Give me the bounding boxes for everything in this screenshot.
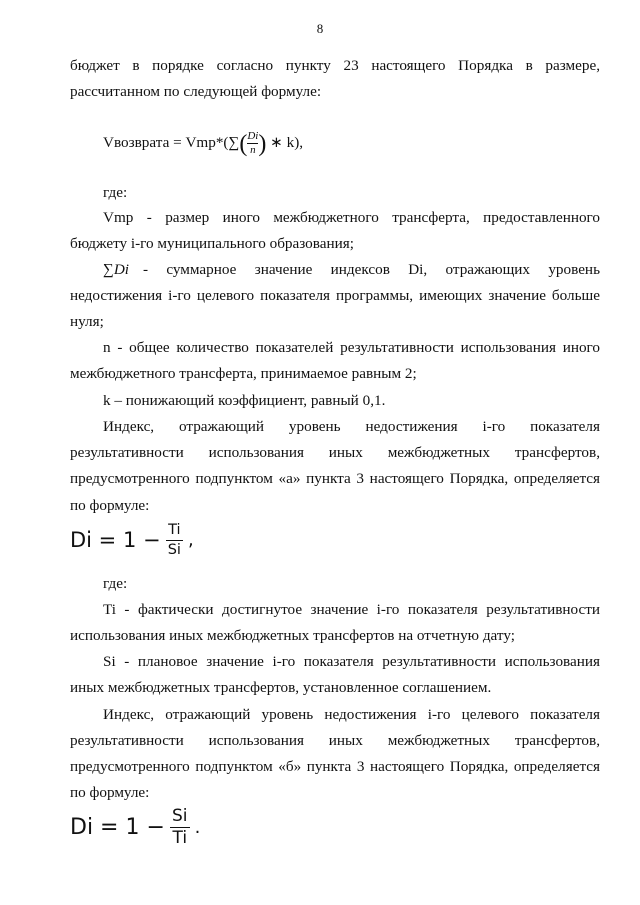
paragraph-line: Индекс, отражающий уровень недостижения i-го целевого показателя <box>103 706 600 723</box>
formula-a-lhs: Di = 1 − <box>70 528 161 552</box>
paragraph-line: результативности использования иных межбюджетных трансфертов, <box>70 444 600 461</box>
formula-index-a <box>70 523 194 557</box>
formula-a-denominator: Si <box>167 541 181 558</box>
sum-variable: Di <box>113 261 130 278</box>
where-label: где: <box>103 575 128 592</box>
paragraph-line: Si - плановое значение i-го показателя результативности использования <box>103 653 600 670</box>
paragraph-line: межбюджетного трансферта, принимаемое равным 2; <box>70 365 417 382</box>
paragraph-line: n - общее количество показателей результативности использования иного <box>103 339 600 356</box>
paragraph-line: Vmp - размер иного межбюджетного трансферта, предоставленного <box>103 209 600 226</box>
formula-b-fraction <box>170 808 190 847</box>
paragraph-line: Ti - фактически достигнутое значение i-го показателя результативности <box>103 601 600 618</box>
paragraph-line: рассчитанном по следующей формуле: <box>70 83 322 100</box>
formula-a-fraction <box>166 523 183 557</box>
paragraph-line: использования иных межбюджетных трансфертов на отчетную дату; <box>70 627 515 644</box>
paragraph-line: k – понижающий коэффициент, равный 0,1. <box>103 392 386 409</box>
paragraph-line: результативности использования иных межбюджетных трансфертов, <box>70 732 600 749</box>
formula-b-numerator: Si <box>172 806 188 826</box>
formula-return-right: ∗ k), <box>270 133 304 151</box>
formula-a-tail: , <box>188 529 194 551</box>
paragraph-line: бюджет в порядке согласно пункту 23 настоящего Порядка в размере, <box>70 57 600 74</box>
paragraph-line: предусмотренного подпунктом «б» пункта 3 настоящего Порядка, определяется <box>70 758 600 775</box>
paragraph-line: предусмотренного подпунктом «а» пункта 3 настоящего Порядка, определяется <box>70 470 600 487</box>
sum-sign: ∑ <box>103 261 114 278</box>
formula-b-denominator: Ti <box>172 828 188 848</box>
formula-index-b <box>70 808 200 847</box>
formula-b-tail: . <box>194 817 201 838</box>
formula-return-left: Vвозврата = Vmp*(∑ <box>103 133 240 151</box>
where-label: где: <box>103 184 128 201</box>
formula-b-lhs: Di = 1 − <box>70 815 165 840</box>
formula-return-denominator: n <box>250 144 256 156</box>
paragraph-line-sum <box>103 260 600 280</box>
formula-return-numerator: Di <box>247 130 259 142</box>
paragraph-line: по формуле: <box>70 497 150 514</box>
formula-a-numerator: Ti <box>168 522 181 538</box>
paragraph-line: иных межбюджетных трансфертов, установленное соглашением. <box>70 679 492 696</box>
paragraph-line: Индекс, отражающий уровень недостижения i-го показателя <box>103 418 600 435</box>
formula-return: Vвозврата = Vmp*(∑( $\frac{Di}{n}$ ) ∗ k), <box>103 130 304 157</box>
paragraph-line: бюджету i-го муниципального образования; <box>70 235 354 252</box>
sum-definition: - суммарное значение индексов Di, отражающих уровень <box>143 261 600 278</box>
paragraph-line: по формуле: <box>70 784 150 801</box>
paragraph-line: недостижения i-го целевого показателя программы, имеющих значение больше <box>70 287 600 304</box>
paragraph-line: нуля; <box>70 313 104 330</box>
formula-return-fraction <box>247 131 258 156</box>
page-number: 8 <box>316 21 324 36</box>
